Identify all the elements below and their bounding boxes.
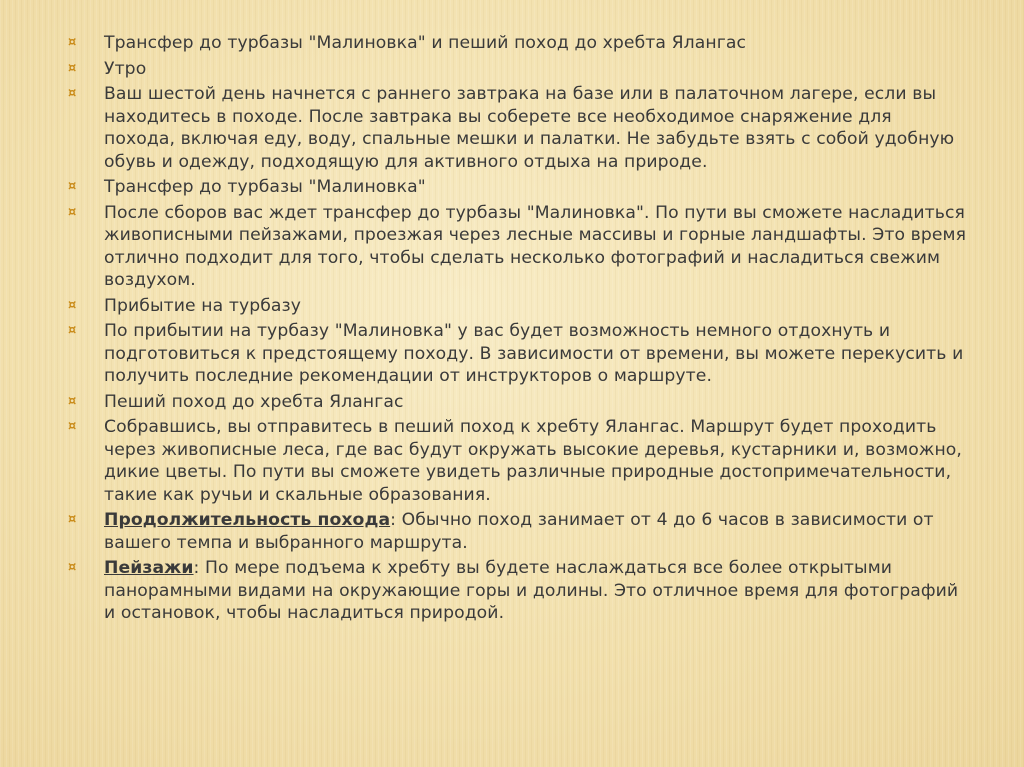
list-item-text: Трансфер до турбазы "Малиновка" и пеший поход до хребта Ялангас xyxy=(104,33,747,53)
list-item-text: Собравшись, вы отправитесь в пеший поход к хребту Ялангас. Маршрут будет проходить через живописные леса, где вас будут окружать высокие деревья, кустарники и, возможно, дикие цветы. По пути вы сможете увидеть различные природные достопримечательности, такие как ручьи и скальные образования. xyxy=(104,417,962,505)
list-item-text: Утро xyxy=(104,58,147,79)
list-item-text: : Обычно поход занимает от 4 до 6 часов в зависимости от вашего темпа и выбранного маршрута. xyxy=(104,510,934,553)
list-item xyxy=(68,391,968,414)
list-item xyxy=(68,58,968,81)
bullet-icon: ¤ xyxy=(68,35,77,50)
bullet-icon: ¤ xyxy=(68,179,77,194)
list-item xyxy=(68,320,968,388)
bullet-icon: ¤ xyxy=(68,393,77,409)
list-item xyxy=(68,176,968,199)
list-item xyxy=(68,32,968,55)
list-item-text: Ваш шестой день начнется с раннего завтрака на базе или в палаточном лагере, если вы находитесь в походе. После завтрака вы соберете все необходимое снаряжение для похода, включая еду, воду, спальные мешки и палатки. Не забудьте взять с собой удобную обувь и одежду, подходящую для активного отдыха на природе. xyxy=(104,84,955,172)
bullet-icon: ¤ xyxy=(68,512,77,527)
list-item-label: Продолжительность похода xyxy=(104,510,391,530)
list-item-text: После сборов вас ждет трансфер до турбазы "Малиновка". По пути вы сможете насладиться живописными пейзажами, проезжая через лесные массивы и горные ландшафты. Это время отлично подходит для того, чтобы сделать несколько фотографий и насладиться свежим воздухом. xyxy=(104,202,967,290)
list-item-text: Трансфер до турбазы "Малиновка" xyxy=(104,177,426,197)
list-item xyxy=(68,83,968,173)
list-item-label: Пейзажи xyxy=(104,558,194,578)
bullet-icon: ¤ xyxy=(68,86,77,101)
list-item xyxy=(68,295,968,318)
bullet-icon: ¤ xyxy=(68,560,77,575)
list-item-text: Прибытие на турбазу xyxy=(104,295,302,316)
list-item xyxy=(68,416,968,506)
bullet-icon: ¤ xyxy=(68,323,77,338)
bullet-icon: ¤ xyxy=(68,297,77,313)
bullet-icon: ¤ xyxy=(68,60,77,76)
bullet-icon: ¤ xyxy=(68,419,77,434)
list-item xyxy=(68,509,968,554)
list-item-text: По прибытии на турбазу "Малиновка" у вас будет возможность немного отдохнуть и подготовиться к предстоящему походу. В зависимости от времени, вы можете перекусить и получить последние рекомендации от инструкторов о маршруте. xyxy=(104,321,964,386)
list-item xyxy=(68,202,968,292)
list-item-text: : По мере подъема к хребту вы будете наслаждаться все более открытыми панорамными видами на окружающие горы и долины. Это отличное время для фотографий и остановок, чтобы насладиться природой. xyxy=(104,558,959,623)
bullet-icon: ¤ xyxy=(68,204,77,220)
list-item-text: Пеший поход до хребта Ялангас xyxy=(104,391,404,412)
bullet-list xyxy=(68,32,968,625)
list-item xyxy=(68,557,968,625)
